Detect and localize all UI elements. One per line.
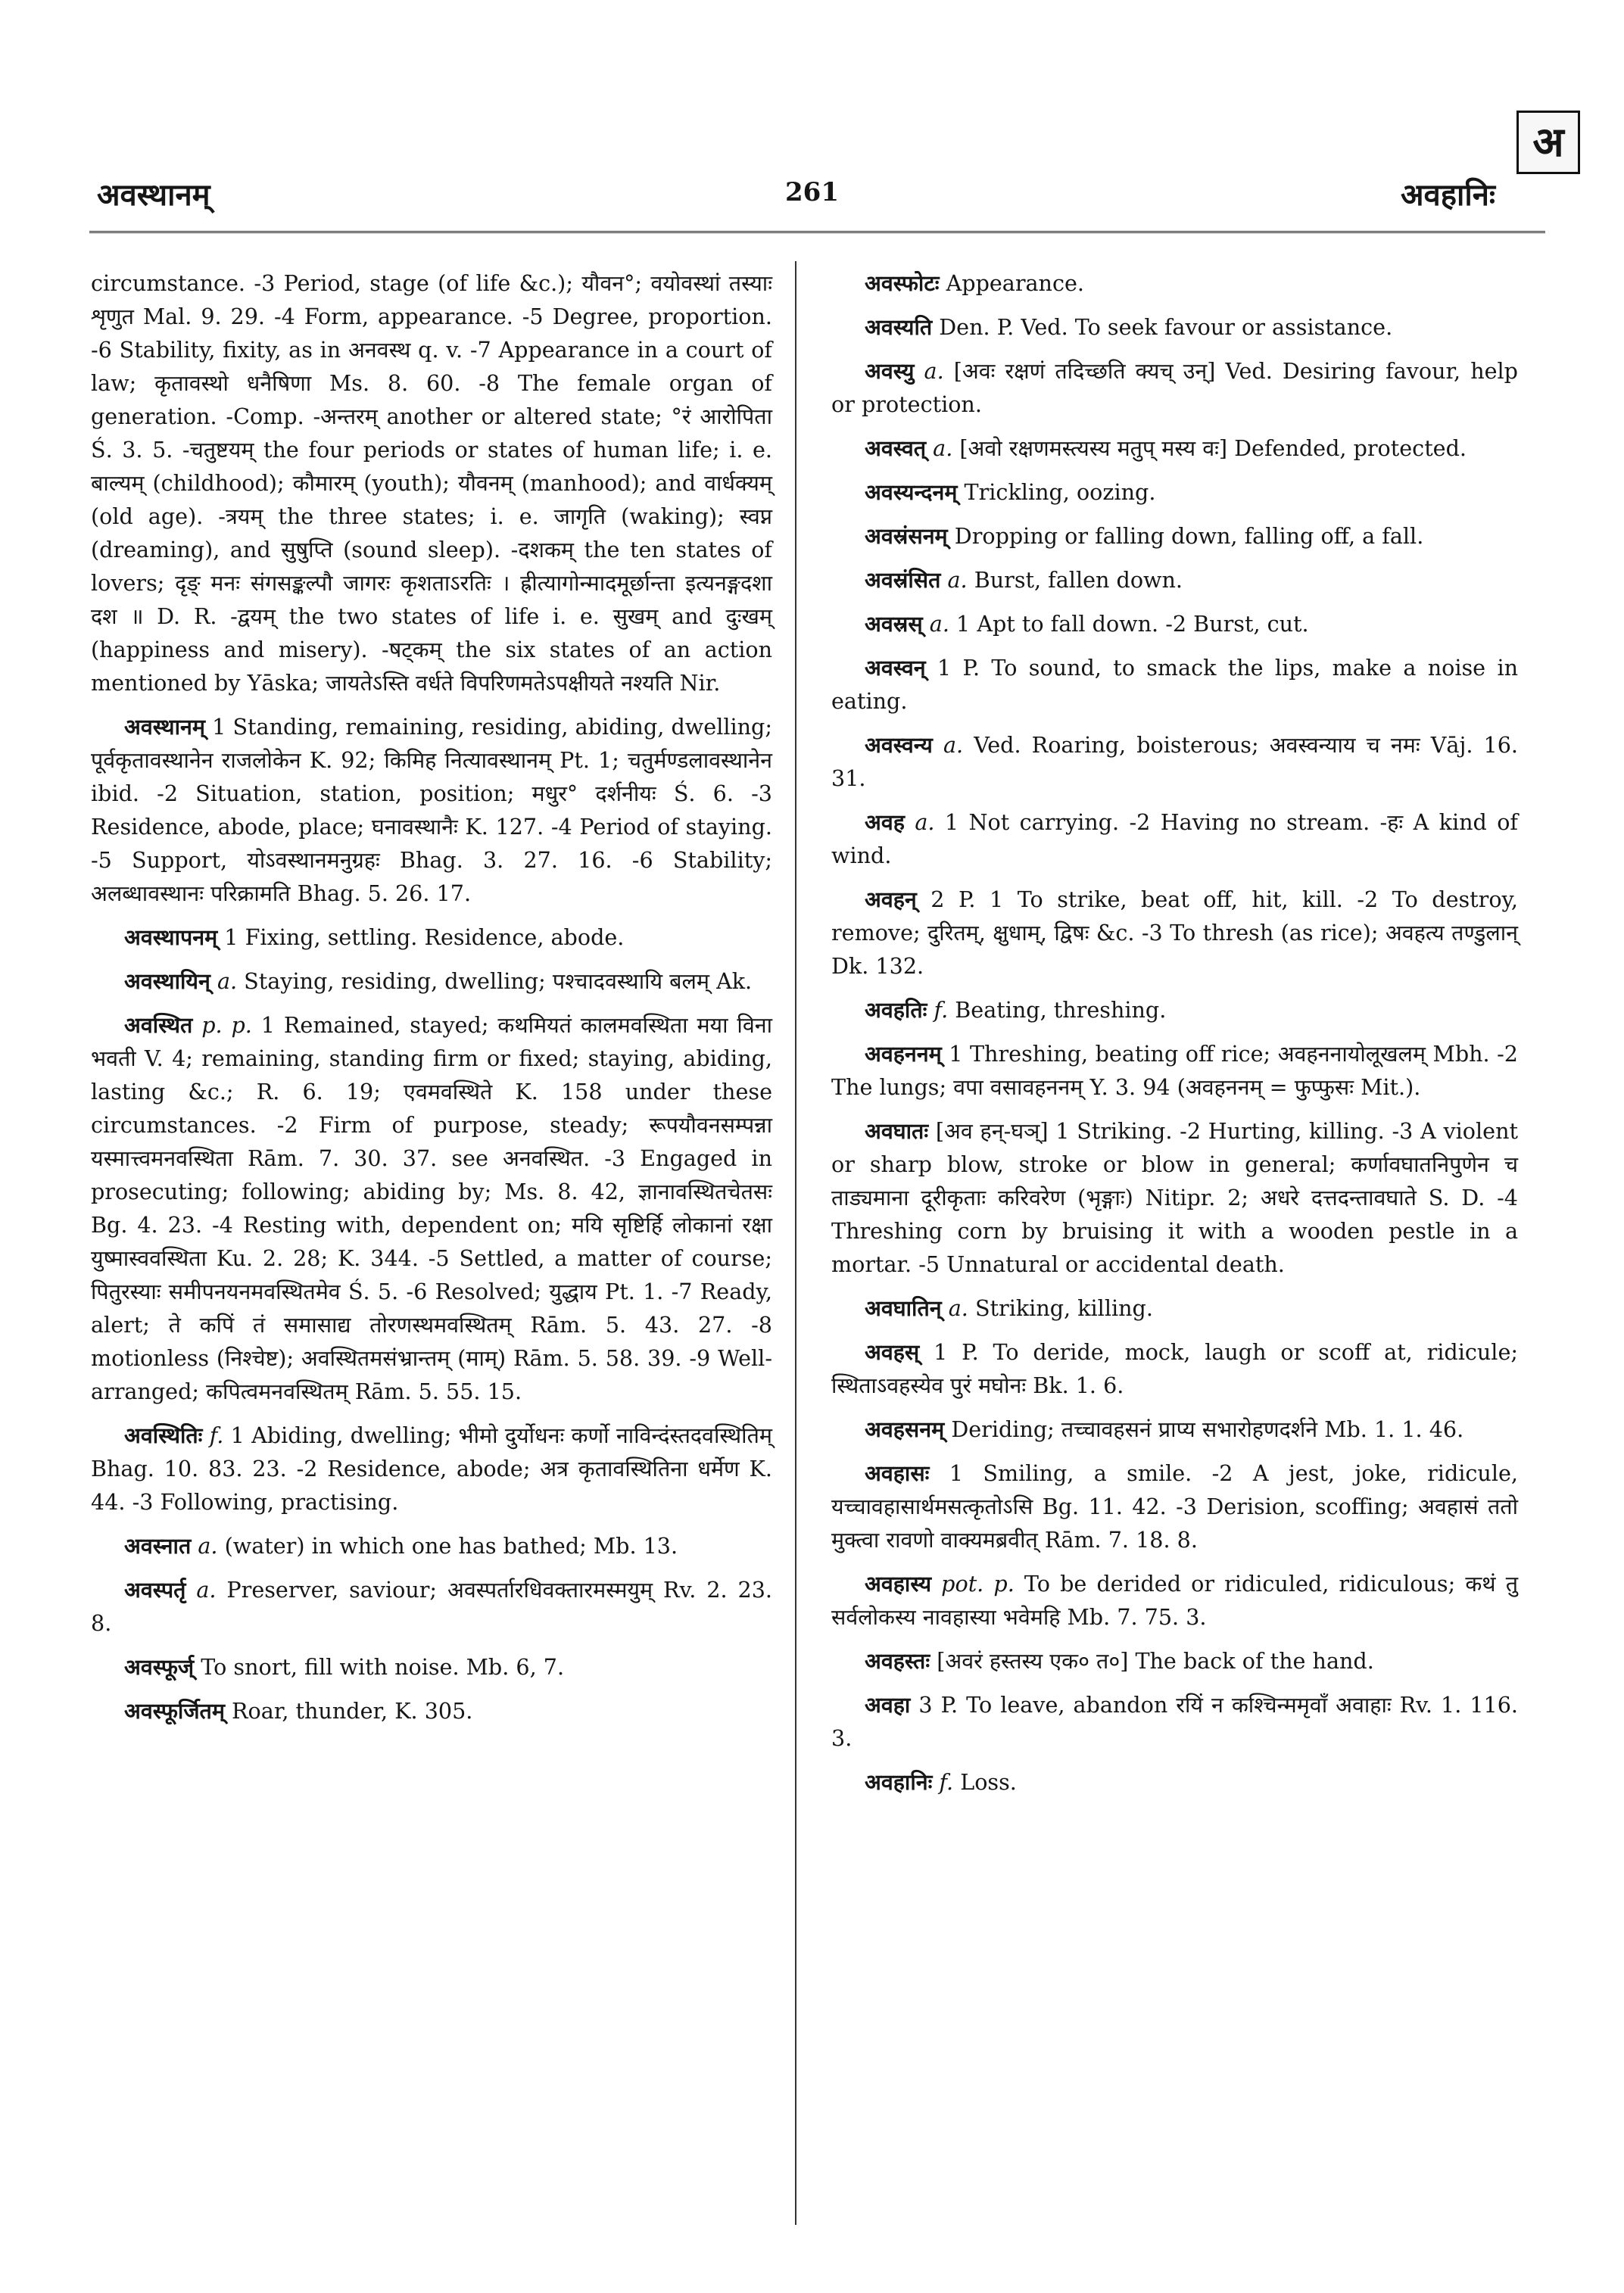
entry-definition: Deriding; तच्चावहसनं प्राप्य सभारोहणदर्शने Mb. 1. 1. 46. — [951, 1416, 1464, 1442]
entry-headword: अवस्नात — [124, 1533, 192, 1559]
column-divider — [795, 261, 796, 2225]
entry-definition: 1 Threshing, beating off rice; अवहननायोलूखलम् Mbh. -2 The lungs; वपा वसावहननम् Y. 3. 94 (अवहननम् = फुप्फुसः Mit.). — [831, 1041, 1518, 1100]
dictionary-entry — [91, 1419, 772, 1519]
dictionary-entry — [831, 1037, 1518, 1104]
dictionary-entry — [831, 310, 1518, 344]
dictionary-entry — [831, 1456, 1518, 1556]
entry-definition: Roar, thunder, K. 305. — [232, 1698, 473, 1724]
dictionary-entry — [831, 993, 1518, 1027]
entry-headword: अवस्यति — [865, 314, 933, 340]
dictionary-entry — [91, 1008, 772, 1408]
dictionary-entry — [91, 710, 772, 910]
dictionary-entry — [831, 563, 1518, 597]
dictionary-entry — [831, 1567, 1518, 1634]
dictionary-entry — [91, 266, 772, 699]
entry-definition: To snort, fill with noise. Mb. 6, 7. — [201, 1654, 565, 1680]
entry-definition: 1 Not carrying. -2 Having no stream. -हः A kind of wind. — [831, 809, 1519, 868]
entry-definition: Dropping or falling down, falling off, a fall. — [954, 523, 1424, 549]
right-running-head: अवहानिः — [1400, 177, 1495, 213]
page-number: 261 — [785, 177, 839, 207]
entry-part-of-speech: a. — [943, 732, 964, 758]
entry-headword: अवस्वत् — [865, 435, 927, 461]
entry-headword: अवहसनम् — [865, 1416, 945, 1442]
dictionary-entry — [831, 883, 1518, 983]
dictionary-entry — [831, 1291, 1518, 1325]
entry-part-of-speech: pot. p. — [941, 1571, 1015, 1597]
entry-headword: अवस्थापनम् — [124, 924, 218, 950]
entry-headword: अवस्रस् — [865, 611, 923, 637]
entry-headword: अवहास्य — [865, 1571, 932, 1597]
entry-part-of-speech: a. — [933, 435, 953, 461]
entry-definition: 1 Smiling, a smile. -2 A jest, joke, ridicule, यच्चावहासार्थमसत्कृतोऽसि Bg. 11. 42. -3 Derision, scoffing; अवहासं ततो मुक्त्वा रावणो वाक्यमब्रवीत् Rām. 7. 18. 8. — [831, 1460, 1518, 1553]
entry-part-of-speech: a. — [915, 809, 935, 835]
dictionary-entry — [91, 1694, 772, 1728]
entry-headword: अवस्थानम् — [124, 714, 205, 740]
entry-definition: Striking, killing. — [974, 1295, 1153, 1321]
entry-headword: अवहासः — [865, 1460, 930, 1486]
entry-definition: Preserver, saviour; अवस्पर्तारधिवक्तारमस्मयुम् Rv. 2. 23. 8. — [91, 1577, 772, 1636]
entry-part-of-speech: f. — [939, 1769, 954, 1795]
entry-headword: अवहतिः — [865, 997, 927, 1023]
dictionary-entry — [91, 1650, 772, 1684]
entry-definition: Appearance. — [946, 270, 1084, 296]
dictionary-entry — [831, 607, 1518, 640]
dictionary-entry — [91, 964, 772, 998]
entry-headword: अवस्वन्य — [865, 732, 933, 758]
entry-headword: अवघातिन् — [865, 1295, 942, 1321]
entry-headword: अवहननम् — [865, 1041, 942, 1067]
dictionary-entry — [831, 651, 1518, 718]
entry-definition: 1 Apt to fall down. -2 Burst, cut. — [956, 611, 1309, 637]
entry-definition: 1 P. To sound, to smack the lips, make a noise in eating. — [831, 655, 1519, 714]
entry-definition: (water) in which one has bathed; Mb. 13. — [224, 1533, 678, 1559]
entry-headword: अवहन् — [865, 886, 917, 912]
dictionary-entry — [831, 728, 1518, 795]
dictionary-entry — [831, 475, 1518, 509]
right-column — [831, 266, 1518, 1809]
entry-headword: अवस्यन्दनम् — [865, 479, 958, 505]
entry-definition: 1 P. To deride, mock, laugh or scoff at, ridicule; स्थिताऽवहस्येव पुरं मघोनः Bk. 1. 6. — [831, 1339, 1518, 1398]
dictionary-entry — [831, 266, 1518, 300]
entry-part-of-speech: p. p. — [201, 1012, 252, 1038]
entry-headword: अवस्थायिन् — [124, 968, 210, 994]
thumb-index-tab: अ — [1516, 111, 1580, 174]
entry-part-of-speech: a. — [198, 1533, 218, 1559]
entry-definition: To be derided or ridiculed, ridiculous; कथं तु सर्वलोकस्य नावहास्या भवेमहि Mb. 7. 75. 3. — [831, 1571, 1518, 1630]
entry-headword: अवस्रंसनम् — [865, 523, 948, 549]
dictionary-entry — [831, 1335, 1518, 1402]
entry-headword: अवस्फोटः — [865, 270, 940, 296]
dictionary-entry — [831, 519, 1518, 553]
entry-headword: अवस्फूर्ज् — [124, 1654, 195, 1680]
entry-part-of-speech: f. — [209, 1422, 224, 1448]
entry-definition: 2 P. 1 To strike, beat off, hit, kill. -2 To destroy, remove; दुरितम्, क्षुधाम्, द्विषः &c. -3 To thresh (as rice); अवहत्य तण्डुलान् Dk. 132. — [831, 886, 1518, 979]
dictionary-entry — [831, 1688, 1518, 1755]
left-column — [91, 266, 772, 1738]
entry-headword: अवहा — [865, 1692, 911, 1718]
entry-headword: अवस्थित — [124, 1012, 193, 1038]
entry-definition: 1 Standing, remaining, residing, abiding, dwelling; पूर्वकृतावस्थानेन राजलोकेन K. 92; किमिह नित्यावस्थानम् Pt. 1; चतुर्मण्डलावस्थानेन ibid. -2 Situation, station, position; मधुर° दर्शनीयः Ś. 6. -3 Residence, abode, place; घनावस्थानैः K. 127. -4 Period of staying. -5 Support, योऽवस्थानमनुग्रहः Bhag. 3. 27. 16. -6 Stability; अलब्धावस्थानः परिक्रामति Bhag. 5. 26. 17. — [91, 714, 772, 906]
entry-definition: 1 Remained, stayed; कथमियतं कालमवस्थिता मया विना भवती V. 4; remaining, standing firm or fixed; staying, abiding, lasting &c.; R. 6. 19; एवमवस्थिते K. 158 under these circumstances. -2 Firm of purpose, steady; रूपयौवनसम्पन्ना यस्मात्त्वमनवस्थिता Rām. 7. 30. 37. see अनवस्थित. -3 Engaged in prosecuting; following; abiding by; Ms. 8. 42, ज्ञानावस्थितचेतसः Bg. 4. 23. -4 Resting with, dependent on; मयि सृष्टिर्हि लोकानां रक्षा युष्मास्ववस्थिता Ku. 2. 28; K. 344. -5 Settled, a matter of course; पितुरस्याः समीपनयनमवस्थितमेव Ś. 5. -6 Resolved; युद्धाय Pt. 1. -7 Ready, alert; ते कपिं तं समासाद्य तोरणस्थमवस्थितम् Rām. 5. 43. 27. -8 motionless (निश्चेष्ट); अवस्थितमसंभ्रान्तम् (माम्) Rām. 5. 58. 39. -9 Well-arranged; कपित्वमनवस्थितम् Rām. 5. 55. 15. — [91, 1012, 773, 1404]
dictionary-entry — [91, 921, 772, 954]
dictionary-entry — [831, 1644, 1518, 1678]
entry-definition: 3 P. To leave, abandon रयिं न कश्चिन्ममृवाँ अवाहाः Rv. 1. 116. 3. — [831, 1692, 1518, 1751]
entry-headword: अवस्यु — [865, 358, 915, 384]
entry-part-of-speech: a. — [924, 358, 944, 384]
entry-part-of-speech: a. — [217, 968, 238, 994]
dictionary-entry — [91, 1529, 772, 1562]
entry-definition: circumstance. -3 Period, stage (of life &c.); यौवन°; वयोवस्थां तस्याः शृणुत Mal. 9. 29. -4 Form, appearance. -5 Degree, proportion. -6 Stability, fixity, as in अनवस्थ q. v. -7 Appearance in a court of law; कृतावस्थो धनैषिणा Ms. 8. 60. -8 The female organ of generation. -Comp. -अन्तरम् another or altered state; °रं आरोपिता Ś. 3. 5. -चतुष्टयम् the four periods or states of human life; i. e. बाल्यम् (childhood); कौमारम् (youth); यौवनम् (manhood); and वार्धक्यम् (old age). -त्रयम् the three states; i. e. जागृति (waking); स्वप्न (dreaming), and सुषुप्ति (sound sleep). -दशकम् the ten states of lovers; दृङ् मनः संगसङ्कल्पौ जागरः कृशताऽरतिः । ह्रीत्यागोन्मादमूर्छान्ता इत्यनङ्गदशा दश ॥ D. R. -द्वयम् the two states of life i. e. सुखम् and दुःखम् (happiness and misery). -षट्कम् the six states of an action mentioned by Yāska; जायतेऽस्ति वर्धते विपरिणमतेऽपक्षीयते नश्यति Nir. — [91, 270, 772, 696]
entry-definition: [अवो रक्षणमस्त्यस्य मतुप् मस्य वः] Defended, protected. — [959, 435, 1467, 461]
dictionary-entry — [91, 1573, 772, 1640]
entry-definition: Beating, threshing. — [955, 997, 1167, 1023]
dictionary-entry — [831, 354, 1518, 421]
entry-headword: अवहस् — [865, 1339, 920, 1365]
dictionary-entry — [831, 431, 1518, 465]
dictionary-entry — [831, 1413, 1518, 1446]
entry-definition: Ved. Roaring, boisterous; अवस्वन्याय च नमः Vāj. 16. 31. — [831, 732, 1519, 791]
entry-definition: 1 Abiding, dwelling; भीमो दुर्योधनः कर्णो नाविन्दंस्तदवस्थितिम् Bhag. 10. 83. 23. -2 Residence, abode; अत्र कृतावस्थितिना धर्मेण K. 44. -3 Following, practising. — [91, 1422, 772, 1515]
entry-headword: अवहानिः — [865, 1769, 933, 1795]
entry-headword: अवस्रंसित — [865, 567, 941, 593]
dictionary-entry — [831, 1765, 1518, 1799]
dictionary-entry — [831, 1114, 1518, 1281]
entry-definition: [अव हन्-घञ्] 1 Striking. -2 Hurting, killing. -3 A violent or sharp blow, stroke or blow in general; कर्णावघातनिपुणेन च ताड्यमाना दूरीकृताः करिवरेण (भृङ्गाः) Nitipr. 2; अधरे दत्तदन्तावघाते S. D. -4 Threshing corn by bruising it with a wooden pestle in a mortar. -5 Unnatural or accidental death. — [831, 1118, 1518, 1277]
entry-part-of-speech: a. — [929, 611, 949, 637]
entry-part-of-speech: a. — [948, 1295, 968, 1321]
header-rule — [89, 231, 1545, 233]
entry-definition: Den. P. Ved. To seek favour or assistance. — [939, 314, 1393, 340]
left-running-head: अवस्थानम् — [97, 177, 210, 213]
entry-definition: Trickling, oozing. — [964, 479, 1156, 505]
entry-definition: 1 Fixing, settling. Residence, abode. — [224, 924, 625, 950]
entry-headword: अवस्पर्तृ — [124, 1577, 186, 1603]
entry-definition: Loss. — [960, 1769, 1017, 1795]
entry-headword: अवस्फूर्जितम् — [124, 1698, 225, 1724]
entry-headword: अवस्थितिः — [124, 1422, 203, 1448]
entry-headword: अवह — [865, 809, 905, 835]
dictionary-entry — [831, 805, 1518, 872]
entry-headword: अवस्वन् — [865, 655, 926, 681]
entry-headword: अवहस्तः — [865, 1648, 930, 1674]
entry-part-of-speech: f. — [934, 997, 949, 1023]
entry-definition: [अवः रक्षणं तदिच्छति क्यच् उन्] Ved. Desiring favour, help or protection. — [831, 358, 1518, 417]
entry-definition: Burst, fallen down. — [974, 567, 1183, 593]
entry-definition: Staying, residing, dwelling; पश्चादवस्थायि बलम् Ak. — [244, 968, 753, 994]
entry-part-of-speech: a. — [947, 567, 968, 593]
entry-headword: अवघातः — [865, 1118, 929, 1144]
entry-part-of-speech: a. — [196, 1577, 217, 1603]
entry-definition: [अवरं हस्तस्य एक० त०] The back of the hand. — [937, 1648, 1374, 1674]
